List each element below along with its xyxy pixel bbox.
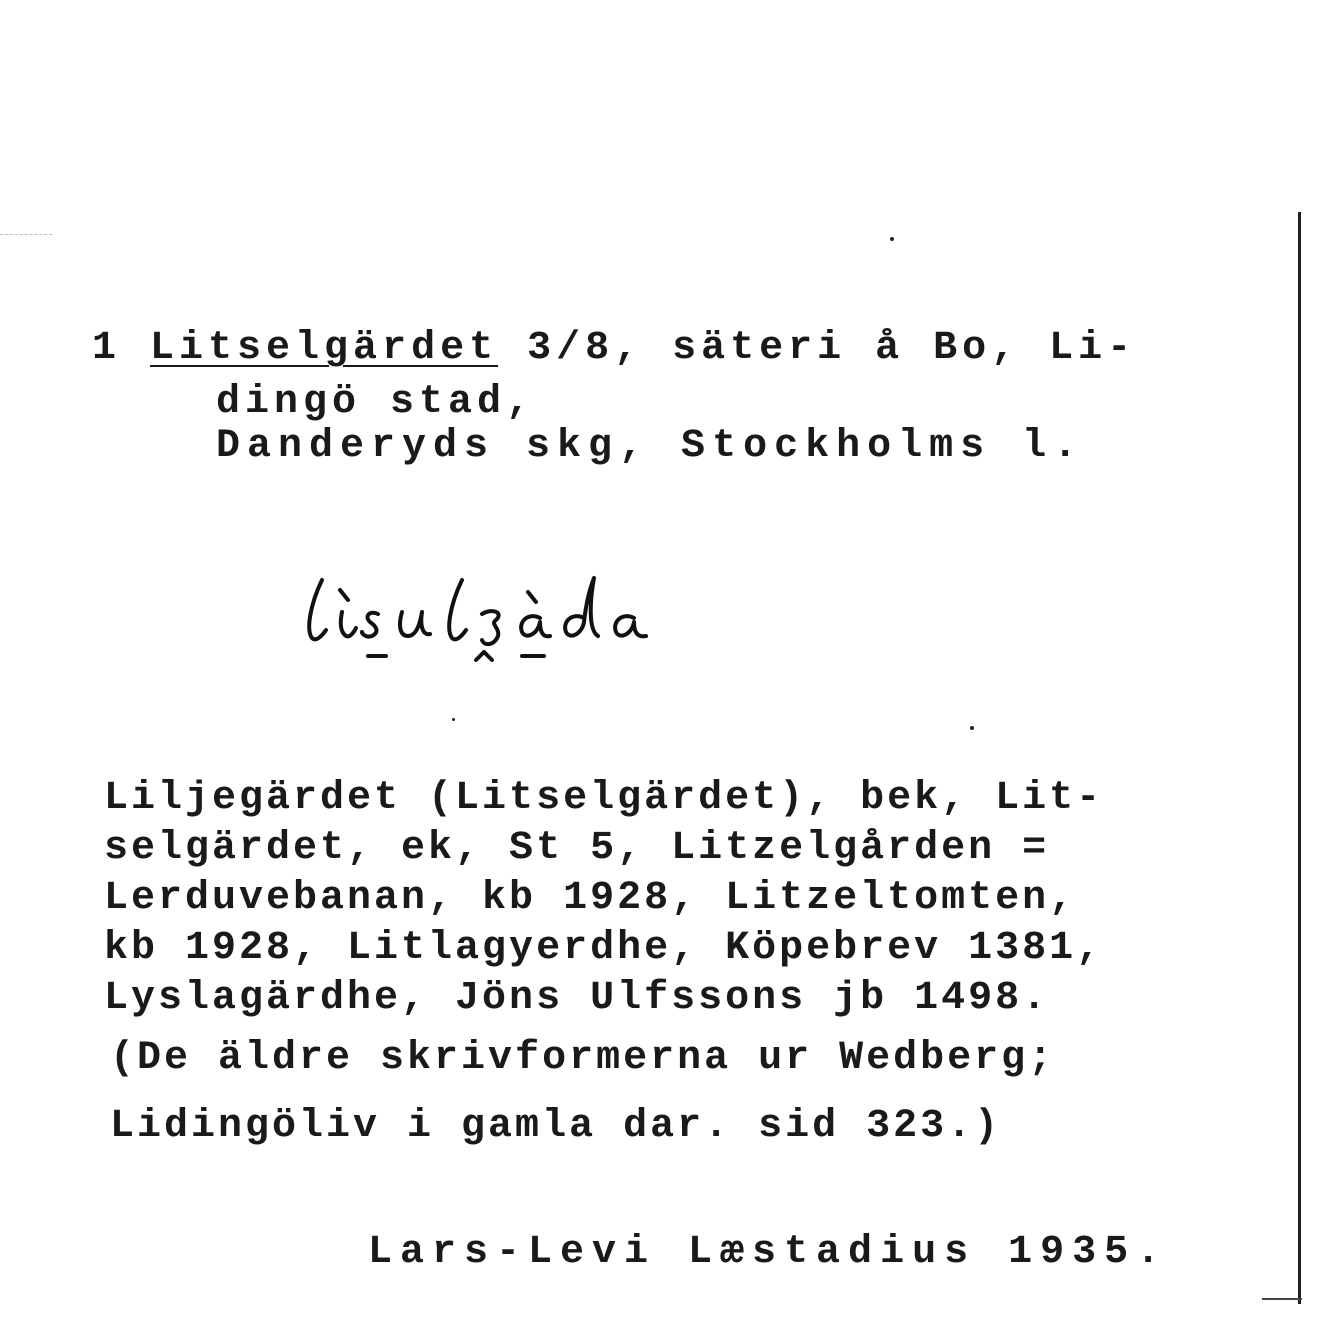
- card-left-mark: [0, 234, 52, 235]
- body-line-7: Lidingöliv i gamla dar. sid 323.): [110, 1104, 1002, 1149]
- heading-line-2: dingö stad,: [216, 380, 536, 425]
- ink-speck: [890, 237, 894, 241]
- ink-speck: [452, 718, 455, 721]
- body-line-6: (De äldre skrivformerna ur Wedberg;: [110, 1036, 1056, 1081]
- signature: Lars-Levi Læstadius 1935.: [368, 1230, 1169, 1275]
- ink-speck: [970, 726, 974, 730]
- heading-line-1: [92, 326, 1136, 371]
- body-line-1: Liljegärdet (Litselgärdet), bek, Lit-: [104, 776, 1104, 821]
- heading-line-1-rest: 3/8, säteri å Bo, Li-: [498, 326, 1137, 371]
- place-name: Litselgärdet: [150, 326, 499, 371]
- body-line-2: selgärdet, ek, St 5, Litzelgården =: [104, 826, 1050, 871]
- body-line-3: Lerduvebanan, kb 1928, Litzeltomten,: [104, 876, 1077, 921]
- handwritten-pronunciation: [300, 560, 800, 670]
- heading-line-3: Danderyds skg, Stockholms l.: [216, 424, 1085, 469]
- body-line-4: kb 1928, Litlagyerdhe, Köpebrev 1381,: [104, 926, 1104, 971]
- entry-number: 1: [92, 326, 122, 371]
- body-line-5: Lyslagärdhe, Jöns Ulfssons jb 1498.: [104, 976, 1050, 1021]
- card-right-edge: [1298, 212, 1301, 1304]
- card-bottom-edge: [1262, 1298, 1302, 1300]
